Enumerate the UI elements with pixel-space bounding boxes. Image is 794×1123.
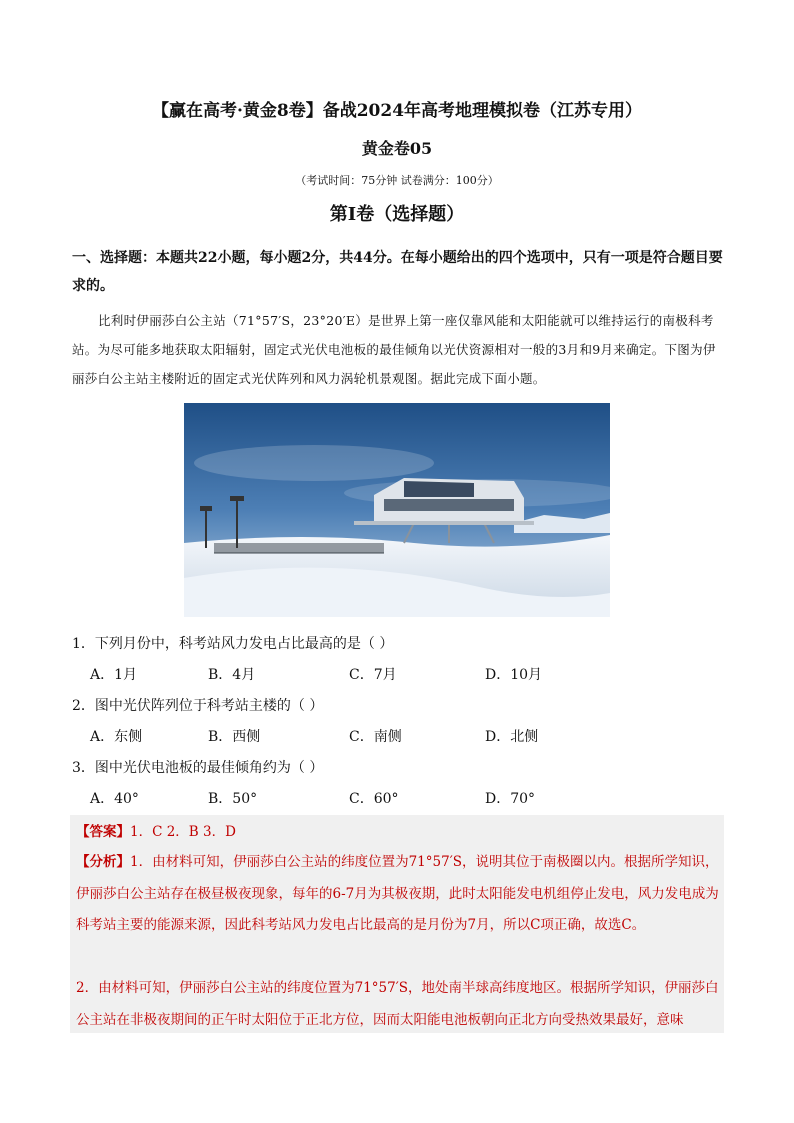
- answer-text: 1．C 2．B 3．D: [130, 824, 236, 840]
- analysis-label: 【分析】: [76, 854, 130, 870]
- document-title: 【赢在高考·黄金8卷】备战2024年高考地理模拟卷（江苏专用）: [151, 101, 643, 121]
- answer-line: [76, 820, 236, 840]
- question-3: 3．图中光伏电池板的最佳倾角约为（ ）: [72, 760, 324, 776]
- question-2: 2．图中光伏阵列位于科考站主楼的（ ）: [72, 698, 324, 714]
- analysis-text-1: 1．由材料可知，伊丽莎白公主站的纬度位置为71°57′S，说明其位于南极圈以内。根据所学知识，伊丽莎白公主站存在极昼极夜现象，每年的6-7月为其极夜期，此时太阳能发电机组停止发电，风力发电成为科考站主要的能源来源，因此科考站风力发电占比最高的是月份为7月，所以C项正确，故选C。: [76, 854, 719, 933]
- antarctic-station-photo: [184, 403, 610, 617]
- exam-info: （考试时间：75分钟 试卷满分：100分）: [295, 174, 499, 187]
- option-b: B．50°: [208, 791, 258, 807]
- answer-label: 【答案】: [76, 824, 130, 840]
- section-instructions: 一、选择题：本题共22小题，每小题2分，共44分。在每小题给出的四个选项中，只有一项是符合题目要求的。: [72, 250, 723, 294]
- option-b: B．4月: [208, 667, 256, 683]
- option-a: A．40°: [90, 791, 139, 807]
- question-1: 1．下列月份中，科考站风力发电占比最高的是（ ）: [72, 636, 394, 652]
- option-d: D．北侧: [485, 729, 539, 745]
- analysis-paragraph-1: [76, 847, 722, 942]
- option-c: C．60°: [349, 791, 399, 807]
- reading-passage: 比利时伊丽莎白公主站（71°57′S，23°20′E）是世界上第一座仅靠风能和太阳能就可以维持运行的南极科考站。为尽可能多地获取太阳辐射，固定式光伏电池板的最佳倾角以光伏资源相对一般的3月和9月来确定。下图为伊丽莎白公主站主楼附近的固定式光伏阵列和风力涡轮机景观图。据此完成下面小题。: [72, 313, 716, 386]
- option-a: A．1月: [90, 667, 138, 683]
- analysis-paragraph-2: 2．由材料可知，伊丽莎白公主站的纬度位置为71°57′S，地处南半球高纬度地区。根据所学知识，伊丽莎白公主站在非极夜期间的正午时太阳位于正北方位，因而太阳能电池板朝向正北方向受热效果最好，意味: [76, 980, 719, 1028]
- document-subtitle: 黄金卷05: [361, 139, 433, 158]
- section-title: 第I卷（选择题）: [329, 204, 465, 225]
- option-c: C．7月: [349, 667, 397, 683]
- photo-illustration: [184, 403, 610, 617]
- option-d: D．10月: [485, 667, 543, 683]
- option-a: A．东侧: [90, 729, 143, 745]
- option-d: D．70°: [485, 791, 536, 807]
- option-c: C．南侧: [349, 729, 402, 745]
- option-b: B．西侧: [208, 729, 261, 745]
